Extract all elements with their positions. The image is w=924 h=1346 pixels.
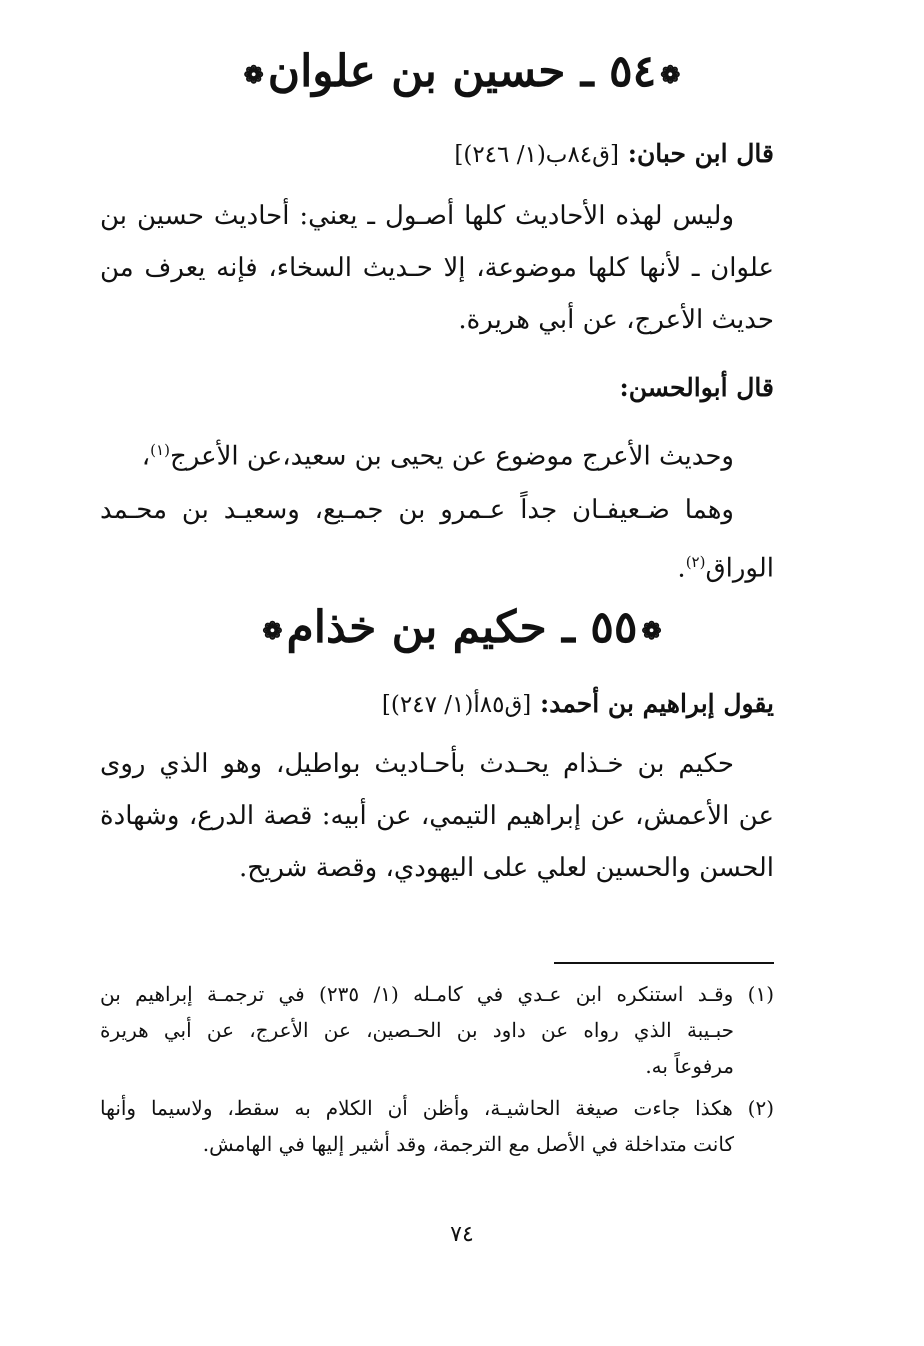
manuscript-reference: [ق٨٤ب(١/ ٢٤٦)] [454, 142, 619, 168]
text-line [100, 424, 774, 483]
ornament-icon: ❁ [243, 59, 264, 89]
text-line: وليس لهذه الأحاديث كلها أصـول ـ يعني: أحاديث حسين بن [100, 201, 734, 231]
footnote-2 [100, 1090, 774, 1162]
entry-54-heading [0, 42, 924, 105]
text-line: الحسن والحسين لعلي على اليهودي، وقصة شريح. [239, 853, 774, 883]
footnote-separator [554, 962, 774, 964]
footnote-line: (٢) هكذا جاءت صيغة الحاشيـة، وأظن أن الكلام به سقط، ولاسيما وأنها [100, 1096, 774, 1120]
manuscript-reference: [ق٨٥أ(١/ ٢٤٧)] [381, 692, 532, 718]
entry-54-paragraph-1 [100, 190, 774, 346]
footnote-1 [100, 976, 774, 1084]
source-label-text: قال ابن حبان: [627, 139, 774, 168]
footnote-line: حبـيبة الذي رواه عن داود بن الحـصين، عن الأعرج، عن أبي هريرة [100, 1018, 734, 1042]
entry-54-title: ٥٤ ـ حسين بن علوان [267, 46, 657, 97]
text-line: عن الأعمش، عن إبراهيم التيمي، عن أبيه: قصة الدرع، وشهادة [100, 801, 774, 831]
text-line-body: الوراق [705, 553, 774, 584]
source-label-abu-al-hasan [619, 368, 774, 408]
ornament-icon: ❁ [641, 615, 662, 645]
source-label-ibrahim [382, 684, 774, 725]
footnote-line: (١) وقـد استنكره ابن عـدي في كامـله (١/ ٢٣٥) في ترجمـة إبراهيم بن [100, 982, 774, 1006]
ornament-icon: ❁ [660, 59, 681, 89]
source-label-text: يقول إبراهيم بن أحمد: [540, 689, 774, 718]
text-line: علوان ـ لأنها كلها موضوعة، إلا حـديث السخاء، فإنه يعرف من [100, 253, 774, 283]
text-line-body: وحديث الأعرج موضوع عن يحيى بن سعيد،عن الأعرج [169, 441, 734, 472]
footnotes [100, 976, 774, 1168]
footnote-line: كانت متداخلة في الأصل مع الترجمة، وقد أشير إليها في الهامش. [202, 1132, 734, 1156]
footnote-line: مرفوعاً به. [645, 1054, 734, 1078]
entry-55-paragraph [100, 738, 774, 894]
text-line: وهما ضـعيفـان جداً عـمرو بن جمـيع، وسعيـد بن محـمد [100, 495, 734, 525]
entry-55-title: ٥٥ ـ حكيم بن خذام [286, 602, 638, 653]
ornament-icon: ❁ [262, 615, 283, 645]
footnote-marker-2: (٢) [685, 553, 706, 571]
text-line [100, 536, 774, 595]
source-label-text: قال أبوالحسن: [619, 373, 774, 402]
footnote-marker-1: (١) [150, 441, 170, 459]
entry-55-heading [0, 598, 924, 661]
source-label-ibn-hibban [454, 134, 774, 175]
text-line-end: . [677, 553, 686, 584]
text-line: حكيم بن خـذام يحـدث بأحـاديث بواطيل، وهو الذي روى [100, 749, 734, 779]
text-line: حديث الأعرج، عن أبي هريرة. [458, 305, 774, 335]
entry-54-paragraph-2 [100, 424, 774, 483]
text-line-end: ، [141, 441, 151, 472]
entry-54-paragraph-3 [100, 484, 774, 595]
page-number: ٧٤ [450, 1222, 474, 1247]
